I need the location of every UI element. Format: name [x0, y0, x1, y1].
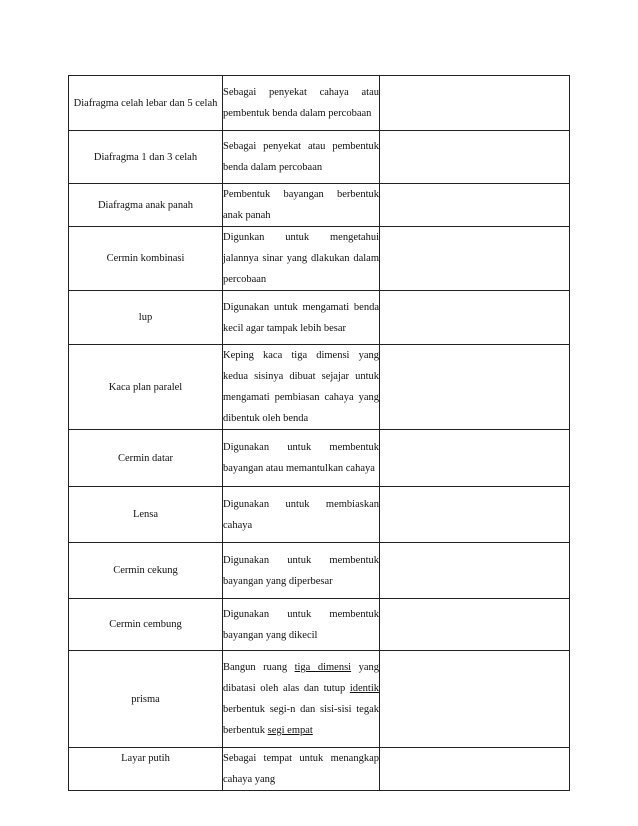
item-name-cell: Cermin kombinasi [69, 227, 223, 291]
item-description-cell: Digunakan untuk membiaskan cahaya [223, 487, 380, 543]
empty-cell [380, 227, 570, 291]
empty-cell [380, 748, 570, 791]
item-name-cell: Cermin datar [69, 430, 223, 487]
desc-part-underlined: identik [349, 683, 379, 694]
empty-cell [380, 543, 570, 599]
item-description-cell: Digunkan untuk mengetahui jalannya sinar yang dlakukan dalam percobaan [223, 227, 380, 291]
table-row [69, 543, 570, 599]
table-row [69, 184, 570, 227]
item-name-cell: lup [69, 291, 223, 345]
item-description-cell: Sebagai tempat untuk menangkap cahaya yang [223, 748, 380, 791]
item-name-cell: Kaca plan paralel [69, 345, 223, 430]
desc-part: yang dibatasi oleh alas dan tutup [223, 662, 379, 694]
empty-cell [380, 131, 570, 184]
item-description-cell [223, 651, 380, 748]
empty-cell [380, 487, 570, 543]
item-description-cell: Digunakan untuk membentuk bayangan yang dikecil [223, 599, 380, 651]
item-name-cell: Lensa [69, 487, 223, 543]
empty-cell [380, 651, 570, 748]
item-description-cell: Sebagai penyekat atau pembentuk benda dalam percobaan [223, 131, 380, 184]
empty-cell [380, 76, 570, 131]
desc-part-underlined: tiga dimensi [294, 662, 352, 673]
item-name-cell: prisma [69, 651, 223, 748]
item-description-cell: Sebagai penyekat cahaya atau pembentuk benda dalam percobaan [223, 76, 380, 131]
desc-part-underlined: segi empat [267, 725, 313, 736]
table-row [69, 651, 570, 748]
table-row [69, 599, 570, 651]
desc-part: berbentuk segi-n dan sisi-sisi tegak berbentuk [223, 704, 379, 736]
table-row [69, 76, 570, 131]
item-description-cell: Digunakan untuk membentuk bayangan atau memantulkan cahaya [223, 430, 380, 487]
empty-cell [380, 345, 570, 430]
empty-cell [380, 184, 570, 227]
table-row [69, 131, 570, 184]
table-row [69, 345, 570, 430]
item-name-cell: Cermin cembung [69, 599, 223, 651]
item-name-cell: Diafragma celah lebar dan 5 celah [69, 76, 223, 131]
item-name-cell: Diafragma 1 dan 3 celah [69, 131, 223, 184]
table-row [69, 291, 570, 345]
empty-cell [380, 291, 570, 345]
desc-part: Bangun ruang [223, 662, 295, 673]
item-description-cell: Digunakan untuk mengamati benda kecil agar tampak lebih besar [223, 291, 380, 345]
empty-cell [380, 599, 570, 651]
table-row [69, 430, 570, 487]
empty-cell [380, 430, 570, 487]
item-description-cell: Keping kaca tiga dimensi yang kedua sisinya dibuat sejajar untuk mengamati pembiasan cahaya yang dibentuk oleh benda [223, 345, 380, 430]
item-name-cell: Layar putih [69, 748, 223, 791]
item-name-cell: Diafragma anak panah [69, 184, 223, 227]
item-name-cell: Cermin cekung [69, 543, 223, 599]
item-description-cell: Digunakan untuk membentuk bayangan yang diperbesar [223, 543, 380, 599]
item-description-cell: Pembentuk bayangan berbentuk anak panah [223, 184, 380, 227]
table-row [69, 487, 570, 543]
table-row [69, 748, 570, 791]
equipment-table [68, 75, 570, 791]
table-row [69, 227, 570, 291]
